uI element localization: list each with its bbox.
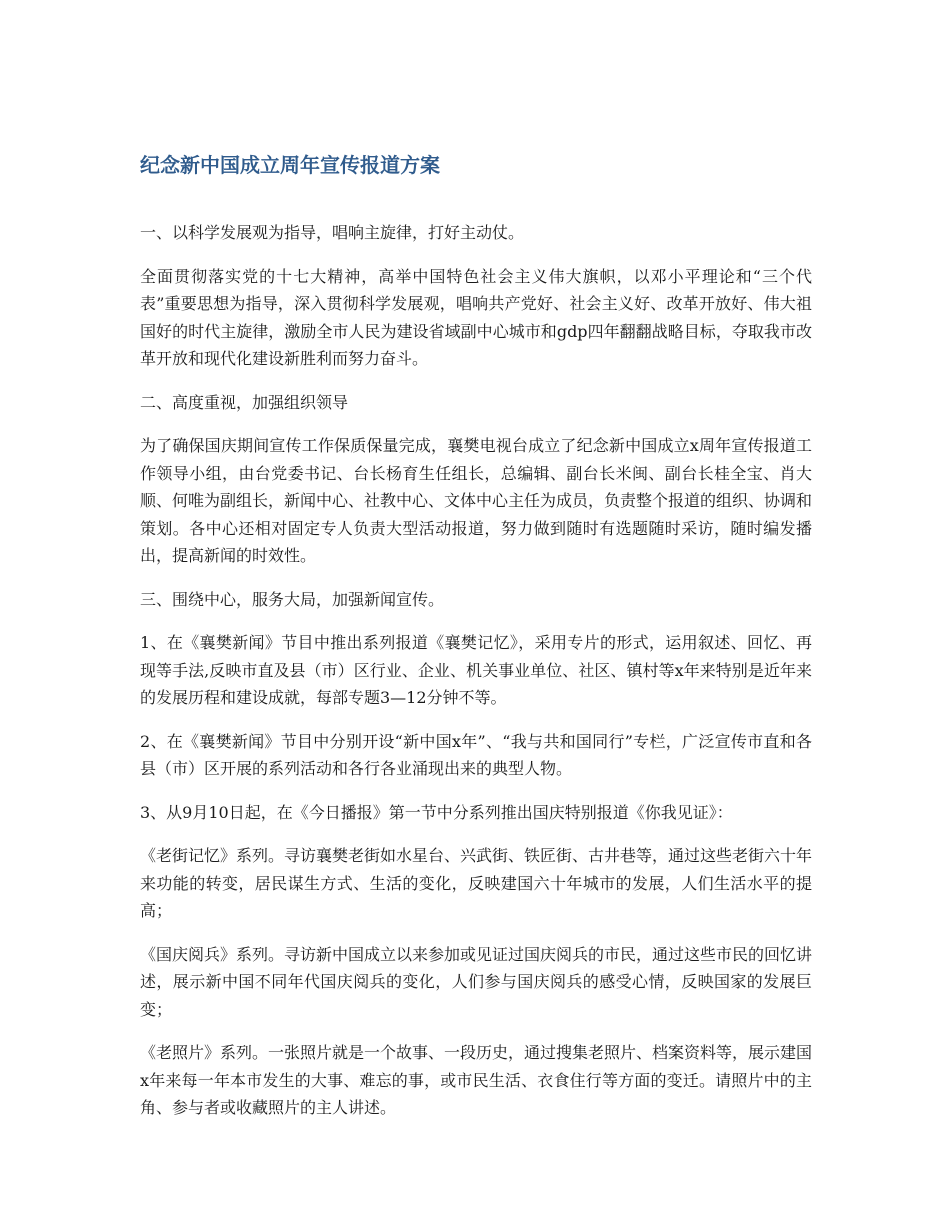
document-body [140,219,812,1138]
section-heading-3: 三、围绕中心，服务大局，加强新闻宣传。 [140,589,445,609]
paragraph-guiding-principles: 全面贯彻落实党的十七大精神，高举中国特色社会主义伟大旗帜，以邓小平理论和“三个代表”重要思想为指导，深入贯彻科学发展观，唱响共产党好、社会主义好、改革开放好、伟大祖国好的时代主旋律，激励全市人民为建设省域副中心城市和gdp四年翻翻战略目标，夺取我市改革开放和现代化建设新胜利而努力奋斗。 [140,266,812,368]
paragraph-old-photo-series: 《老照片》系列。一张照片就是一个故事、一段历史，通过搜集老照片、档案资料等，展示建国x年来每一年本市发生的大事、难忘的事，或市民生活、衣食住行等方面的变迁。请照片中的主角、参与者或收藏照片的主人讲述。 [140,1043,813,1117]
paragraph-item-2: 2、在《襄樊新闻》节目中分别开设“新中国x年”、“我与共和国同行”专栏，广泛宣传市直和各县（市）区开展的系列活动和各行各业涌现出来的典型人物。 [140,731,812,778]
paragraph-leadership-group: 为了确保国庆期间宣传工作保质保量完成，襄樊电视台成立了纪念新中国成立x周年宣传报道工作领导小组，由台党委书记、台长杨育生任组长，总编辑、副台长米闽、副台长桂全宝、肖大顺、何唯为副组长，新闻中心、社教中心、文体中心主任为成员，负责整个报道的组织、协调和策划。各中心还相对固定专人负责大型活动报道，努力做到随时有选题随时采访，随时编发播出，提高新闻的时效性。 [140,436,813,565]
section-heading-2: 二、高度重视，加强组织领导 [140,392,349,412]
document-title: 纪念新中国成立周年宣传报道方案 [140,153,440,177]
paragraph-item-3: 3、从9月10日起，在《今日播报》第一节中分系列推出国庆特别报道《你我见证》： [140,802,733,822]
paragraph-parade-series: 《国庆阅兵》系列。寻访新中国成立以来参加或见证过国庆阅兵的市民，通过这些市民的回忆讲述，展示新中国不同年代国庆阅兵的变化，人们参与国庆阅兵的感受心情，反映国家的发展巨变； [140,944,813,1019]
paragraph-old-street-series: 《老街记忆》系列。寻访襄樊老街如水星台、兴武街、铁匠街、古井巷等，通过这些老街六十年来功能的转变，居民谋生方式、生活的变化，反映建国六十年城市的发展，人们生活水平的提高； [140,846,813,920]
paragraph-item-1: 1、在《襄樊新闻》节目中推出系列报道《襄樊记忆》，采用专片的形式，运用叙述、回忆、再现等手法,反映市直及县（市）区行业、企业、机关事业单位、社区、镇村等x年来特别是近年来的发展历程和建设成就，每部专题3—12分钟不等。 [140,633,812,707]
section-heading-1: 一、以科学发展观为指导，唱响主旋律，打好主动仗。 [140,223,525,242]
